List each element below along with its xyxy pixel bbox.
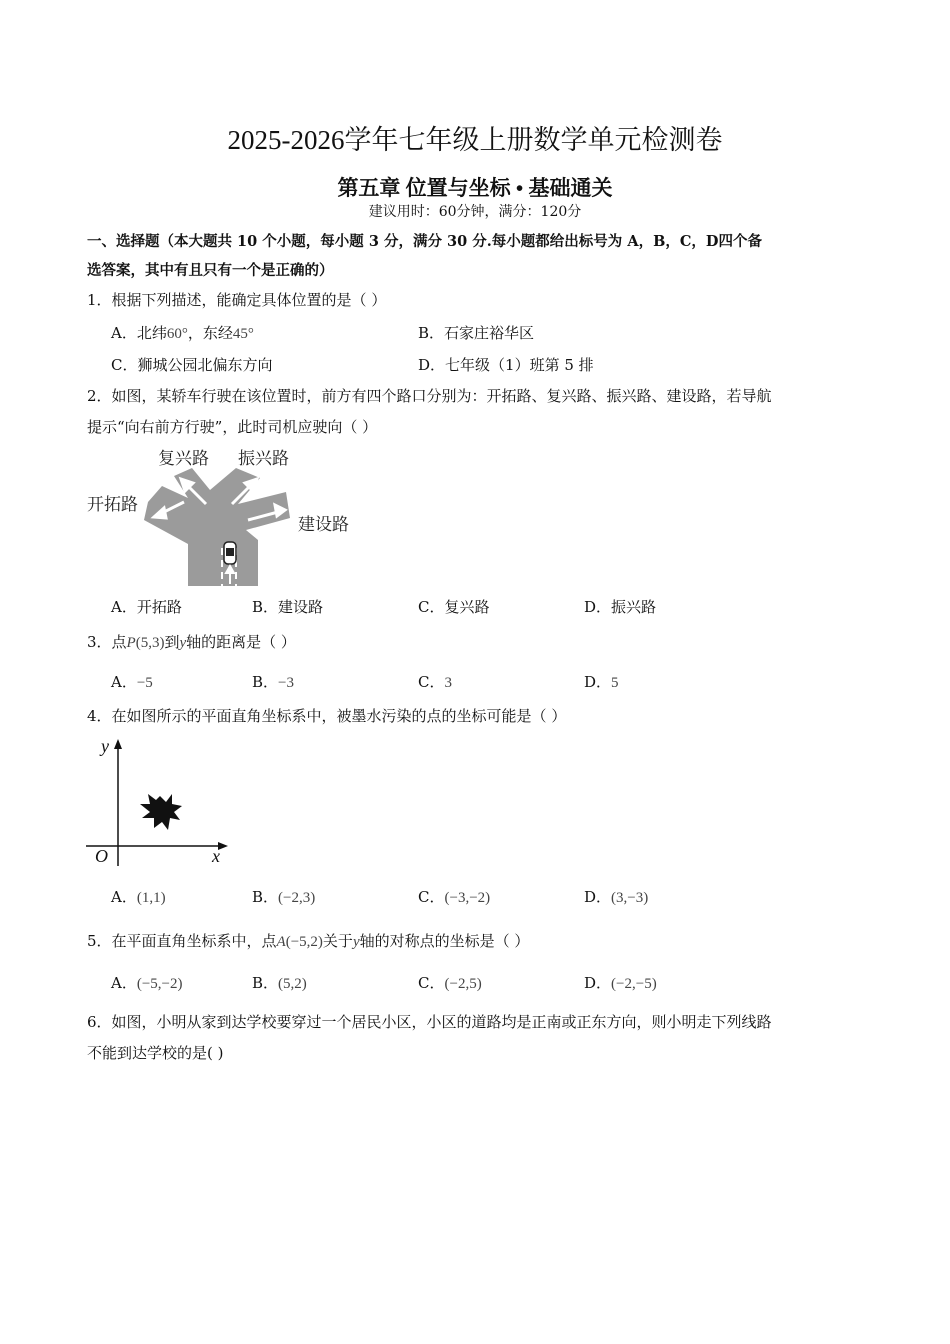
car-icon bbox=[224, 542, 236, 564]
q3-post: 轴的距离是（ ） bbox=[186, 633, 296, 651]
q1-a-lat: 60° bbox=[166, 326, 188, 342]
section-heading-line2: 选答案，其中有且只有一个是正确的） bbox=[87, 262, 334, 279]
q3-point: P bbox=[126, 635, 136, 651]
q2-stem-line2: 提示“向右前方行驶”，此时司机应驶向（ ） bbox=[87, 418, 378, 436]
q1-a-lon: 45° bbox=[232, 326, 254, 342]
q3-pre: 3．点 bbox=[87, 633, 127, 651]
time-note: 建议用时：60分钟，满分：120分 bbox=[368, 204, 582, 220]
q5-option-c: C．(−2,5) bbox=[418, 974, 482, 992]
q5-post: 轴的对称点的坐标是（ ） bbox=[359, 932, 530, 950]
q1-option-c: C．狮城公园北偏东方向 bbox=[111, 356, 273, 374]
q3-option-d: D．5 bbox=[584, 673, 619, 691]
q5-pre: 5．在平面直角坐标系中，点 bbox=[87, 932, 277, 950]
q3-option-a: A．−5 bbox=[111, 673, 153, 691]
q1-option-d: D．七年级（1）班第 5 排 bbox=[418, 356, 594, 374]
road-label-zhenxing: 振兴路 bbox=[238, 449, 289, 469]
q5-mid: 关于 bbox=[322, 932, 353, 950]
road-label-jianshe: 建设路 bbox=[298, 515, 349, 535]
q4-option-d: D．(3,−3) bbox=[584, 888, 649, 906]
q4-option-c: C．(−3,−2) bbox=[418, 888, 491, 906]
q5-option-d: D．(−2,−5) bbox=[584, 974, 657, 992]
q3-mid: 到 bbox=[164, 633, 180, 651]
q1-stem: 1．根据下列描述，能确定具体位置的是（ ） bbox=[87, 291, 387, 309]
q5-stem bbox=[87, 930, 529, 951]
road-intersection-diagram bbox=[140, 462, 310, 588]
q2-option-c: C．复兴路 bbox=[418, 598, 490, 616]
q4-origin-label: O bbox=[95, 846, 108, 866]
q4-option-b: B．(−2,3) bbox=[252, 888, 316, 906]
q3-coords: (5,3) bbox=[135, 635, 165, 651]
q3-axis: y bbox=[179, 635, 187, 651]
ink-blot-icon bbox=[140, 794, 182, 830]
q2-stem-line1: 2．如图，某轿车行驶在该位置时，前方有四个路口分别为：开拓路、复兴路、振兴路、建设路，若导航 bbox=[87, 387, 772, 405]
q4-x-label: x bbox=[212, 846, 220, 866]
q3-option-b: B．−3 bbox=[252, 673, 294, 691]
q5-axis: y bbox=[352, 934, 360, 950]
q1-option-b: B．石家庄裕华区 bbox=[418, 324, 535, 342]
q1-option-a bbox=[111, 322, 254, 343]
section-heading-line1: 一、选择题（本大题共 10 个小题，每小题 3 分，满分 30 分.每小题都给出标号为 A，B，C，D四个备 bbox=[87, 233, 762, 250]
q5-option-a: A．(−5,−2) bbox=[111, 974, 183, 992]
q4-y-label: y bbox=[101, 736, 109, 756]
q6-stem-line2: 不能到达学校的是( ) bbox=[87, 1044, 224, 1062]
q1-a-mid: ，东经 bbox=[187, 324, 233, 342]
q2-option-d: D．振兴路 bbox=[584, 598, 657, 616]
q1-a-prefix: A．北纬 bbox=[111, 324, 167, 342]
q5-point: A bbox=[276, 934, 286, 950]
q4-option-a: A．(1,1) bbox=[111, 888, 166, 906]
q3-stem bbox=[87, 631, 296, 652]
road-surface bbox=[144, 468, 290, 586]
exam-title: 2025-2026学年七年级上册数学单元检测卷 bbox=[227, 125, 723, 155]
chapter-title: 第五章 位置与坐标 • 基础通关 bbox=[337, 176, 613, 200]
road-label-fuxing: 复兴路 bbox=[158, 449, 209, 469]
road-label-kaituo: 开拓路 bbox=[87, 495, 138, 515]
q5-option-b: B．(5,2) bbox=[252, 974, 307, 992]
q2-option-b: B．建设路 bbox=[252, 598, 324, 616]
q3-option-c: C．3 bbox=[418, 673, 452, 691]
q2-option-a: A．开拓路 bbox=[111, 598, 182, 616]
q5-coords: (−5,2) bbox=[285, 934, 323, 950]
q6-stem-line1: 6．如图，小明从家到达学校要穿过一个居民小区，小区的道路均是正南或正东方向，则小明走下列线路 bbox=[87, 1013, 772, 1031]
q4-stem: 4．在如图所示的平面直角坐标系中，被墨水污染的点的坐标可能是（ ） bbox=[87, 707, 567, 725]
